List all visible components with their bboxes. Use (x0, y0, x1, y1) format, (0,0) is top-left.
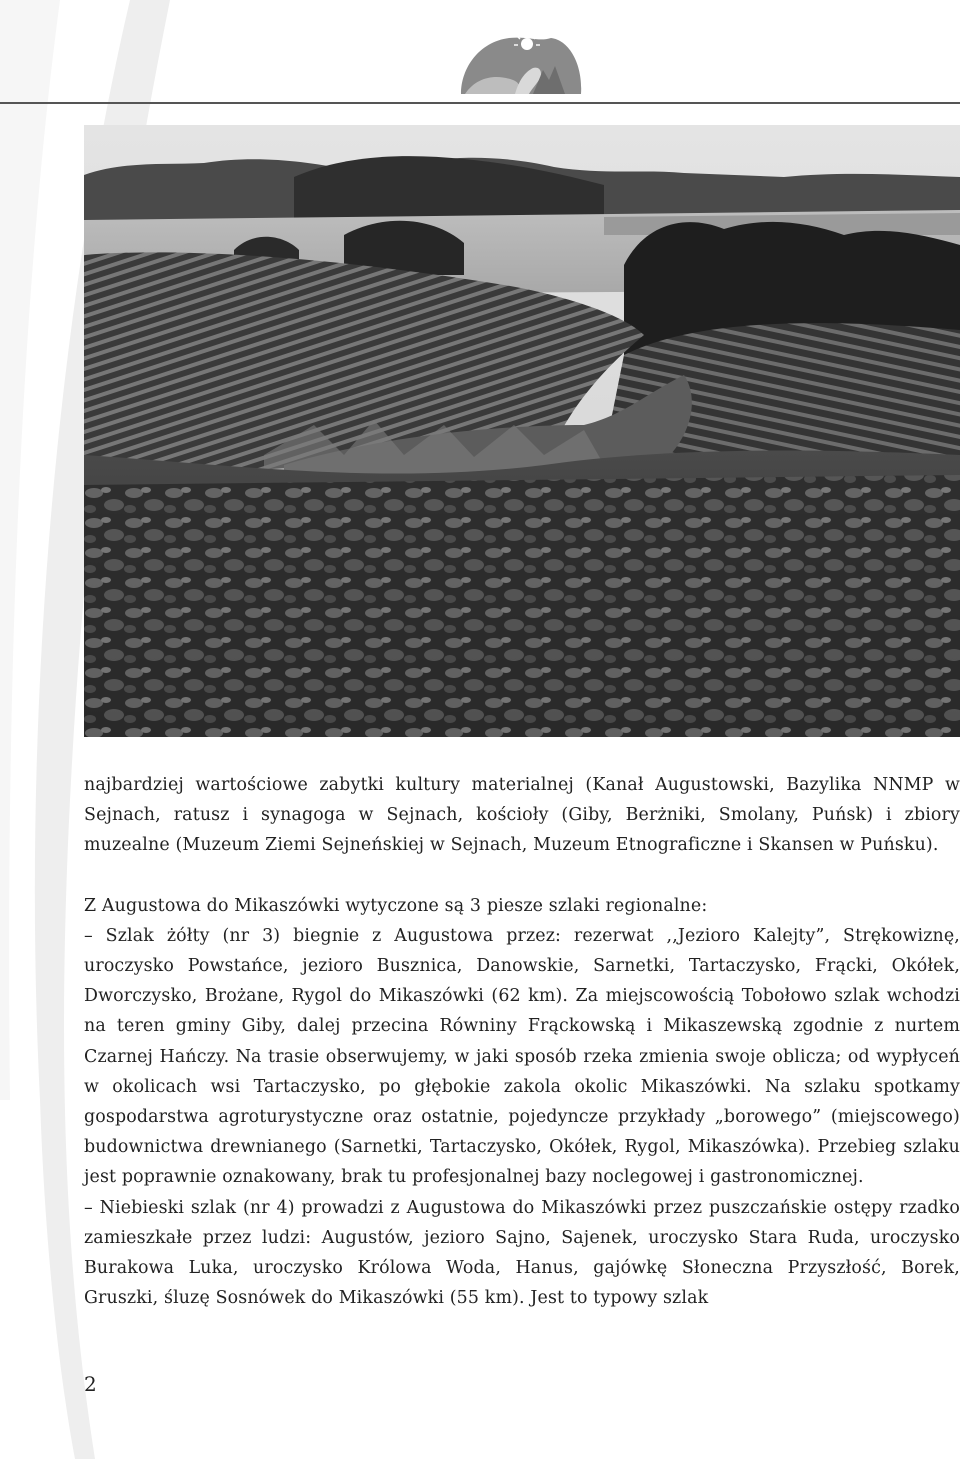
brand-logo (457, 28, 585, 98)
intro-paragraph: najbardziej wartościowe zabytki kultury materialnej (Kanał Augustowski, Bazylika NNMP w Sejnach, ratusz i synagoga w Sejnach, kościoły (Giby, Berżniki, Smolany, Puńsk) i zbiory muzealne (Muzeum Ziemi Sejneńskiej w Sejnach, Muzeum Etnograficzne i Skansen w Puńsku). (84, 775, 960, 856)
landscape-photo (84, 125, 960, 737)
yellow-trail-paragraph: – Szlak żółty (nr 3) biegnie z Augustowa przez: rezerwat ,,Jezioro Kalejty”, Strękowiznę, uroczysko Powstańce, jezioro Busznica, Danowskie, Sarnetki, Tartaczysko, Frącki, Okółek, Dworczysko, Brożane, Rygol do Mikaszówki (62 km). Za miejscowością Tobołowo szlak wchodzi na teren gminy Giby, dalej przecina Równiny Frąckowską i Mikaszewską zgodnie z nurtem Czarnej Hańczy. Na trasie obserwujemy, w jaki sposób rzeka zmienia swoje oblicza; od wypłyceń w okolicach wsi Tartaczysko, po głębokie zakola okolic Mikaszówki. Na szlaku spotkamy gospodarstwa agroturystyczne oraz ostatnie, pojedyncze przykłady „borowego” (miejscowego) budownictwa drewnianego (Sarnetki, Tartaczysko, Okółek, Rygol, Mikaszówka). Przebieg szlaku jest poprawnie oznakowany, brak tu profesjonalnej bazy noclegowej i gastronomicznej. (84, 925, 960, 1188)
trails-intro: Z Augustowa do Mikaszówki wytyczone są 3 piesze szlaki regionalne: (84, 895, 708, 916)
paragraph-gap (84, 861, 960, 891)
body-text (84, 770, 960, 1313)
blue-trail-paragraph: – Niebieski szlak (nr 4) prowadzi z Augustowa do Mikaszówki przez puszczańskie ostępy rzadko zamieszkałe przez ludzi: Augustów, jezioro Sajno, Sajenek, uroczysko Stara Ruda, uroczysko Burakowa Luka, uroczysko Królowa Woda, Hanus, gajówkę Słoneczna Przyszłość, Borek, Gruszki, śluzę Sosnówek do Mikaszówki (55 km). Jest to typowy szlak (84, 1197, 960, 1309)
header-rule (0, 102, 960, 104)
page-number: 2 (84, 1372, 97, 1396)
